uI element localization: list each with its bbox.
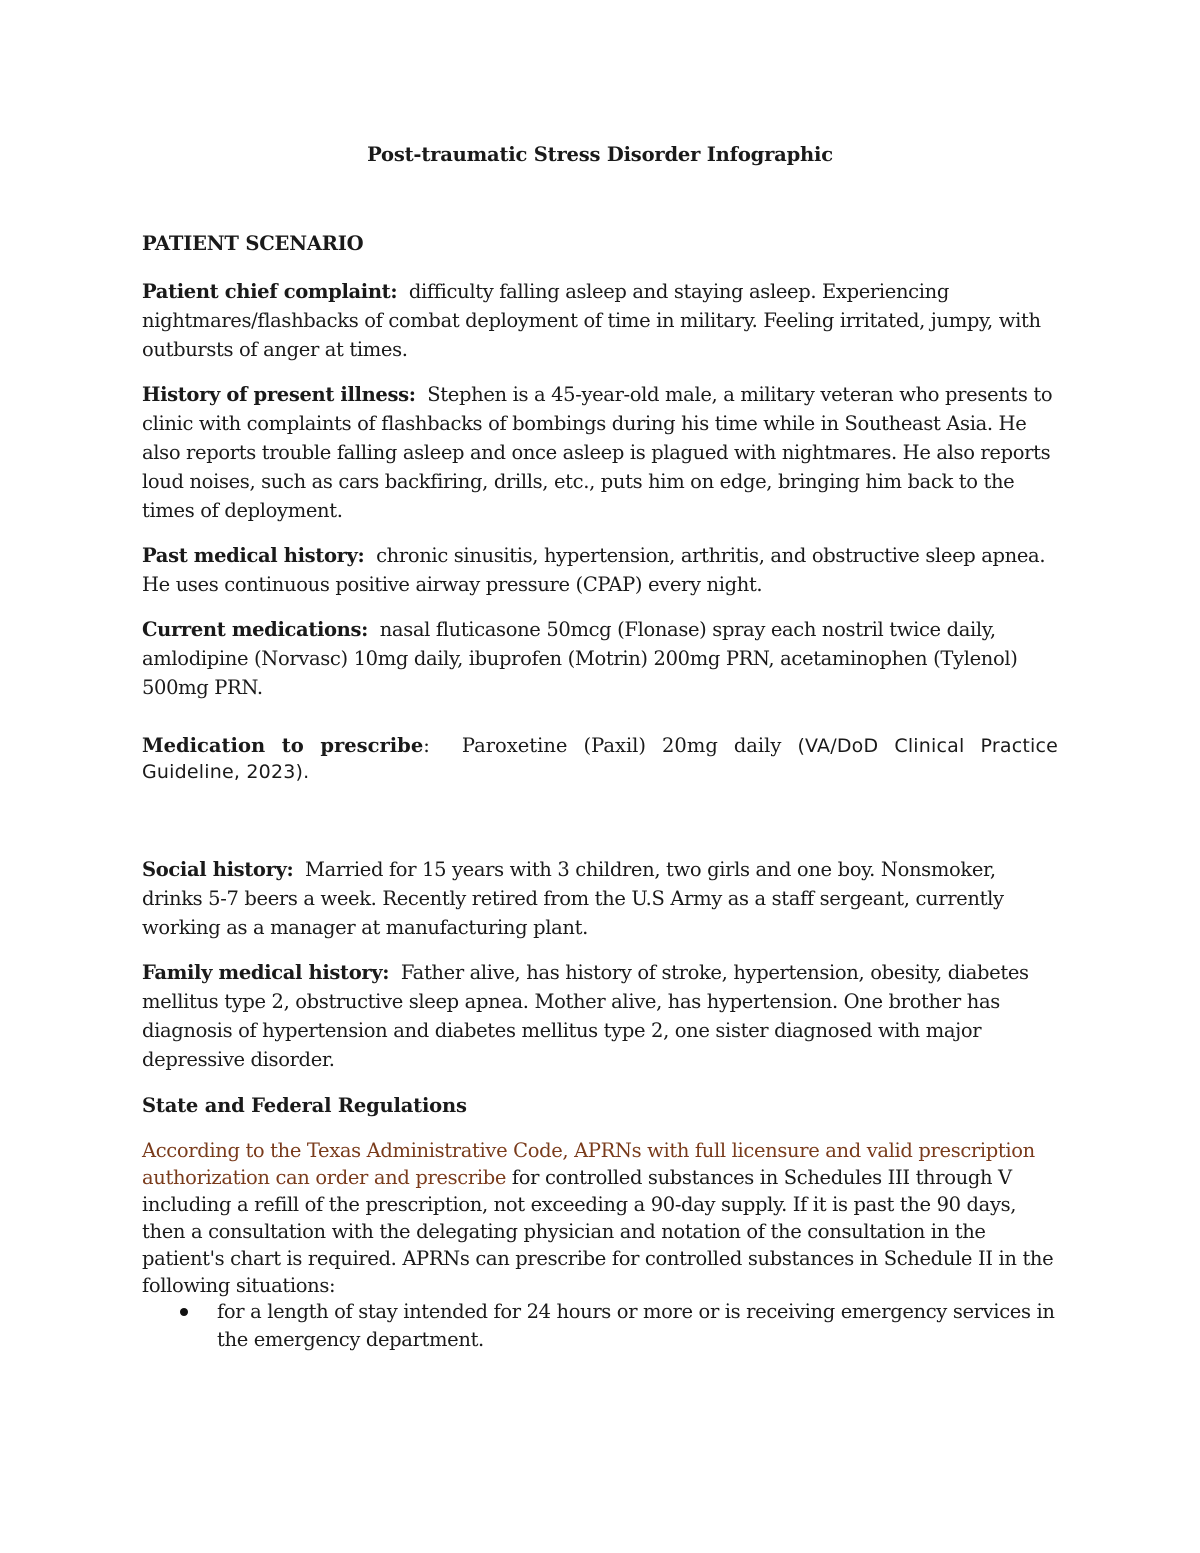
family-history-paragraph (142, 958, 1058, 1074)
regulations-body-text: for controlled substances in Schedules III through V including a refill of the prescription, not exceeding a 90-day supply. If it is past the 90 days, then a consultation with the delegating physician and notation of the consultation in the patient's chart is required. APRNs can prescribe for controlled substances in Schedule II in the following situations: (142, 1166, 1054, 1297)
social-history-label: Social history: (142, 858, 294, 881)
current-medications-paragraph (142, 615, 1058, 702)
regulations-source-text: According to the Texas Administrative Code, APRNs with full licensure and valid prescription authorization can order and prescribe (142, 1139, 1035, 1189)
page-title: Post-traumatic Stress Disorder Infographic (367, 143, 833, 166)
regulations-bullet-list (142, 1298, 1058, 1354)
current-medications-text: nasal fluticasone 50mcg (Flonase) spray each nostril twice daily, amlodipine (Norvasc) 10mg daily, ibuprofen (Motrin) 200mg PRN, acetaminophen (Tylenol) 500mg PRN. (142, 618, 1018, 699)
regulations-heading: State and Federal Regulations (142, 1094, 467, 1117)
past-medical-text: chronic sinusitis, hypertension, arthritis, and obstructive sleep apnea. He uses continuous positive airway pressure (CPAP) every night. (142, 544, 1046, 596)
bullet-text: for a length of stay intended for 24 hours or more or is receiving emergency services in the emergency department. (217, 1300, 1055, 1351)
past-medical-paragraph (142, 541, 1058, 599)
medication-to-prescribe-label: Medication to prescribe (142, 734, 424, 757)
chief-complaint-label: Patient chief complaint: (142, 280, 398, 303)
regulations-paragraph (142, 1137, 1058, 1299)
bullet-icon (180, 1308, 188, 1316)
past-medical-label: Past medical history: (142, 544, 365, 567)
chief-complaint-text: difficulty falling asleep and staying asleep. Experiencing nightmares/flashbacks of combat deployment of time in military. Feeling irritated, jumpy, with outbursts of anger at times. (142, 280, 1041, 361)
medication-drug: Paroxetine (Paxil) 20mg daily (461, 734, 782, 757)
medication-citation: (VA/DoD Clinical Practice Guideline, 2023). (142, 735, 1059, 783)
current-medications-label: Current medications: (142, 618, 368, 641)
medication-to-prescribe-paragraph (142, 733, 1058, 785)
present-illness-text: Stephen is a 45-year-old male, a military veteran who presents to clinic with complaints of flashbacks of bombings during his time while in Southeast Asia. He also reports trouble falling asleep and once asleep is plagued with nightmares. He also reports loud noises, such as cars backfiring, drills, etc., puts him on edge, bringing him back to the times of deployment. (142, 383, 1053, 522)
present-illness-paragraph (142, 380, 1058, 525)
patient-scenario-heading: PATIENT SCENARIO (142, 232, 364, 255)
medication-colon: : (423, 734, 430, 757)
social-history-paragraph (142, 855, 1058, 942)
family-history-label: Family medical history: (142, 961, 390, 984)
family-history-text: Father alive, has history of stroke, hypertension, obesity, diabetes mellitus type 2, obstructive sleep apnea. Mother alive, has hypertension. One brother has diagnosis of hypertension and diabetes mellitus type 2, one sister diagnosed with major depressive disorder. (142, 961, 1029, 1071)
present-illness-label: History of present illness: (142, 383, 416, 406)
list-item (142, 1298, 1058, 1354)
chief-complaint-paragraph (142, 277, 1058, 364)
social-history-text: Married for 15 years with 3 children, two girls and one boy. Nonsmoker, drinks 5-7 beers a week. Recently retired from the U.S Army as a staff sergeant, currently working as a manager at manufacturing plant. (142, 858, 1004, 939)
